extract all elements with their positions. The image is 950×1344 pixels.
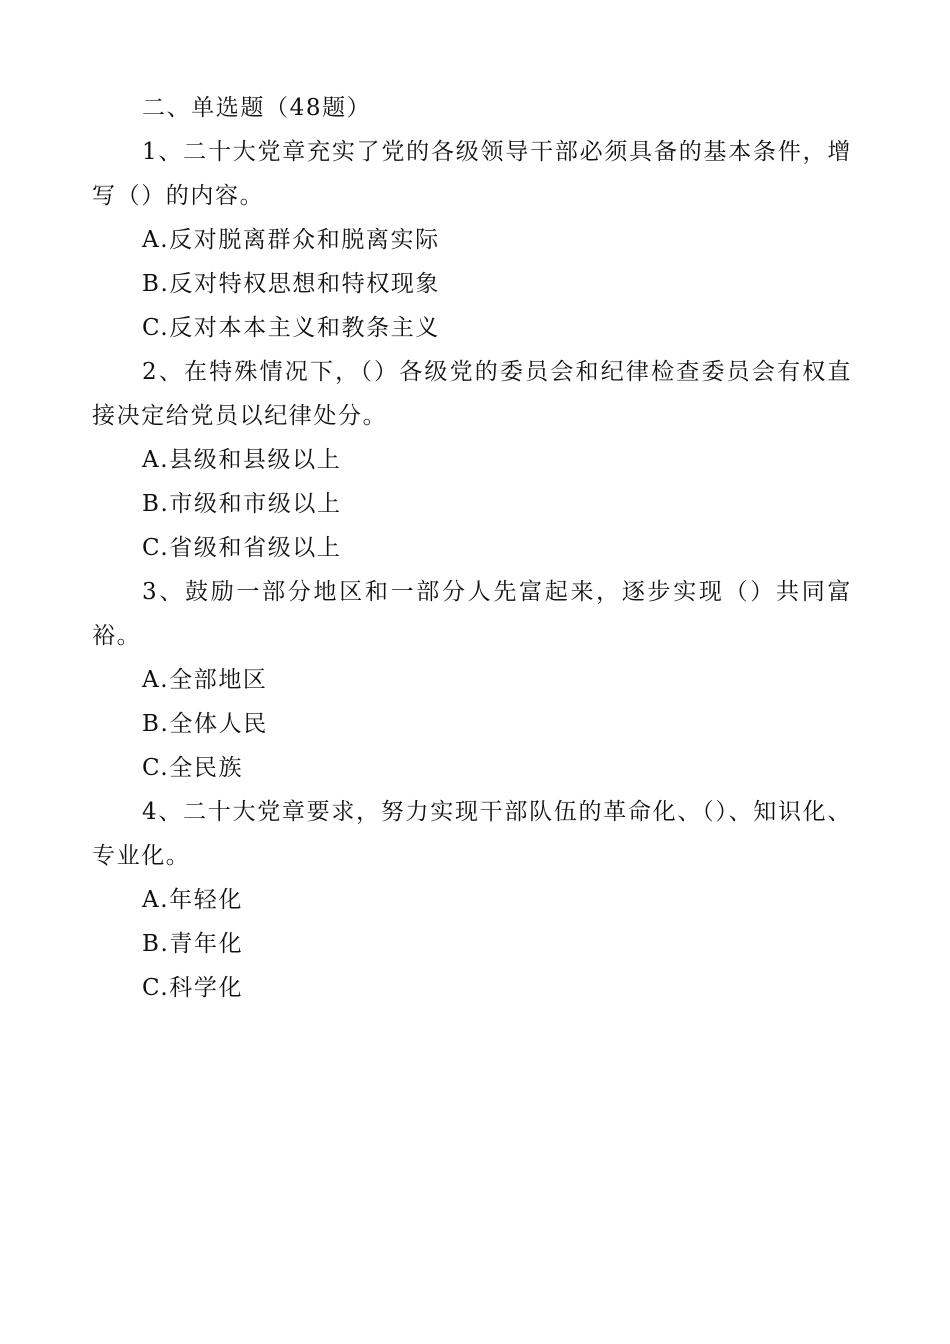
section-title: 二、单选题（48题） [142,95,372,121]
question-3-text: 3、鼓励一部分地区和一部分人先富起来，逐步实现（）共同富裕。 [92,579,852,649]
question-1-text: 1、二十大党章充实了党的各级领导干部必须具备的基本条件，增写（）的内容。 [92,139,852,209]
question-4-option-c: C.科学化 [142,975,244,1001]
question-3 [92,570,852,790]
document-content [92,86,852,1010]
question-4-option-b: B.青年化 [142,931,244,957]
question-2-text: 2、在特殊情况下，（）各级党的委员会和纪律检查委员会有权直接决定给党员以纪律处分。 [92,359,852,429]
question-4-option-a: A.年轻化 [142,887,243,913]
question-1-option-c: C.反对本本主义和教条主义 [142,315,440,341]
question-3-option-c: C.全民族 [142,755,244,781]
question-4 [92,790,852,1010]
question-1 [92,130,852,350]
question-3-option-a: A.全部地区 [142,667,268,693]
question-2 [92,350,852,570]
question-3-option-b: B.全体人民 [142,711,268,737]
question-2-option-c: C.省级和省级以上 [142,535,342,561]
question-4-text: 4、二十大党章要求，努力实现干部队伍的革命化、（）、知识化、专业化。 [92,799,852,869]
question-1-option-a: A.反对脱离群众和脱离实际 [142,227,440,253]
question-2-option-b: B.市级和市级以上 [142,491,342,517]
question-1-option-b: B.反对特权思想和特权现象 [142,271,441,297]
question-2-option-a: A.县级和县级以上 [142,447,342,473]
